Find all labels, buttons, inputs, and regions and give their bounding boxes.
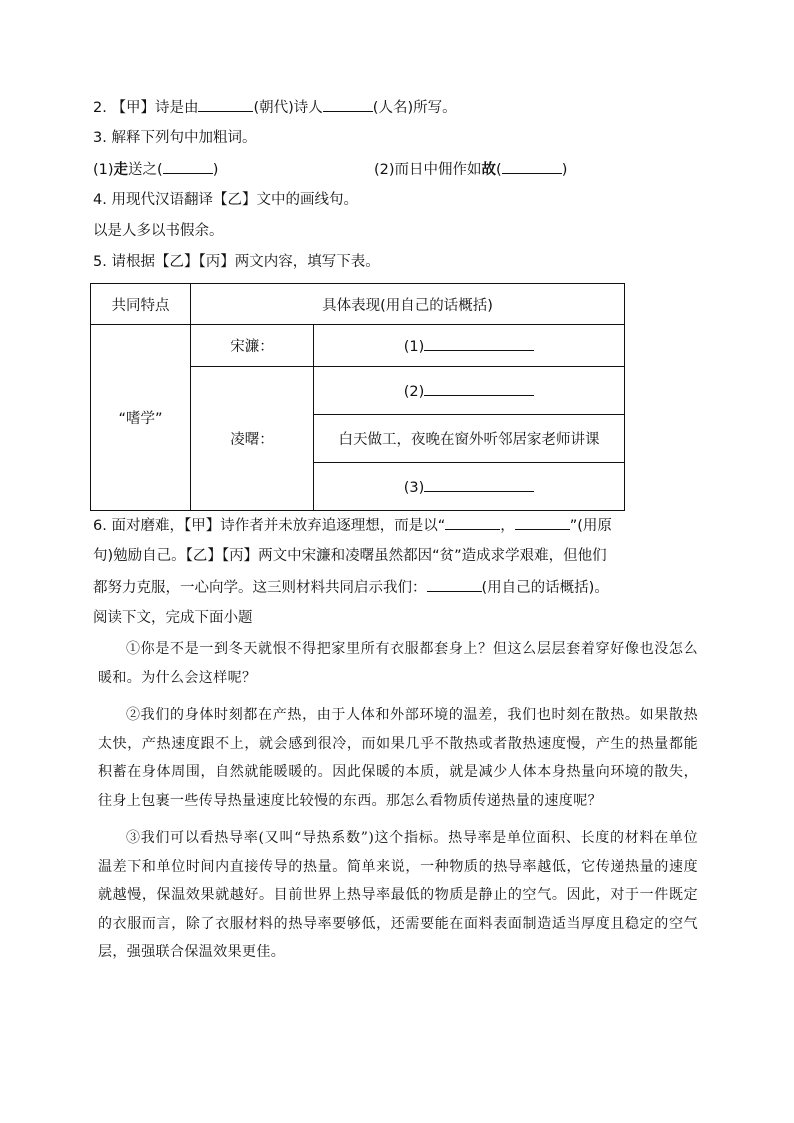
answer-blank[interactable] [427, 577, 482, 592]
blank-cell-3[interactable] [314, 463, 625, 511]
item-text: (2)而日中佣作如 [374, 162, 482, 178]
header-common-feature: 共同特点 [91, 284, 191, 325]
bold-word: 走 [113, 162, 129, 178]
question-6-line-3 [93, 577, 609, 598]
passage-paragraph-3: ③我们可以看热导率(又叫“导热系数”)这个指标。热导率是单位面积、长度的材料在单位温差下和单位时间内直接传导的热量。简单来说，一种物质的热导率越低，它传递热量的速度就越慢，保温效果就越好。目前世界上热导率最低的物质是静止的空气。因此，对于一件既定的衣服而言，除了衣服材料的热导率要够低，还需要能在面料表面制造适当厚度且稳定的空气层，强强联合保温效果更佳。 [98, 830, 698, 960]
q2-prefix: 2. 【甲】诗是由 [93, 100, 199, 116]
q6-text: (用自己的话概括)。 [481, 580, 609, 596]
feature-cell: “嗜学” [91, 325, 191, 511]
question-4: 4. 用现代汉语翻译【乙】文中的画线句。 [93, 192, 358, 208]
header-details: 具体表现(用自己的话概括) [191, 284, 625, 325]
q6-text: 6. 面对磨难，【甲】诗作者并未放弃追逐理想，而是以“ [93, 518, 446, 534]
reading-passage [98, 635, 698, 976]
blank-number: (3) [403, 480, 425, 496]
answer-blank[interactable] [323, 97, 373, 112]
passage-paragraph-1: ①你是不是一到冬天就恨不得把家里所有衣服都套身上？但这么层层套着穿好像也没怎么暖和。为什么会这样呢？ [98, 641, 698, 686]
answer-blank[interactable] [424, 381, 534, 396]
bold-word: 故 [481, 162, 497, 178]
q6-text: 都努力克服，一心向学。这三则材料共同启示我们： [93, 580, 427, 596]
item-text: 送之( [128, 162, 163, 178]
known-cell: 白天做工，夜晚在窗外听邻居家老师讲课 [314, 415, 625, 463]
question-2 [93, 97, 457, 118]
blank-number: (1) [403, 339, 425, 355]
question-3-items [93, 159, 568, 180]
item-number: (1) [93, 162, 114, 178]
answer-blank[interactable] [198, 97, 253, 112]
answer-blank[interactable] [445, 515, 500, 530]
q2-suffix: (人名)所写。 [372, 100, 457, 116]
answer-blank[interactable] [515, 515, 570, 530]
question-3: 3. 解释下列句中加粗词。 [93, 130, 257, 146]
answer-blank[interactable] [424, 336, 534, 351]
person-lingshu: 凌曙： [191, 367, 314, 511]
q3-item-2 [374, 159, 567, 180]
blank-cell-1[interactable] [314, 325, 625, 367]
answer-table [90, 283, 625, 511]
q2-mid: (朝代)诗人 [253, 100, 323, 116]
item-open: ( [496, 162, 502, 178]
passage-paragraph-2: ②我们的身体时刻都在产热，由于人体和外部环境的温差，我们也时刻在散热。如果散热太快，产热速度跟不上，就会感到很冷，而如果几乎不散热或者散热速度慢，产生的热量都能积蓄在身体周围，自然就能暖暖的。因此保暖的本质，就是减少人体本身热量向环境的散失，往身上包裹一些传导热量速度比较慢的东西。那怎么看物质传递热量的速度呢？ [98, 707, 698, 809]
q3-item-1 [93, 162, 218, 178]
answer-blank[interactable] [163, 159, 213, 174]
person-songlian: 宋濂： [191, 325, 314, 367]
item-close: ) [561, 162, 568, 178]
answer-blank[interactable] [424, 477, 534, 492]
question-6-line-2: 句)勉励自己。【乙】【丙】两文中宋濂和凌曙虽然都因“贫”造成求学艰难，但他们 [93, 548, 607, 564]
item-close: ) [212, 162, 219, 178]
q4-sentence: 以是人多以书假余。 [93, 223, 224, 239]
question-6-line-1 [93, 515, 612, 536]
question-5: 5. 请根据【乙】【丙】两文内容，填写下表。 [93, 254, 380, 270]
answer-blank[interactable] [502, 159, 562, 174]
blank-number: (2) [403, 384, 425, 400]
q6-comma: ， [500, 518, 515, 534]
blank-cell-2[interactable] [314, 367, 625, 415]
q6-text: ”(用原 [569, 518, 612, 534]
reading-prompt: 阅读下文，完成下面小题 [93, 610, 253, 626]
